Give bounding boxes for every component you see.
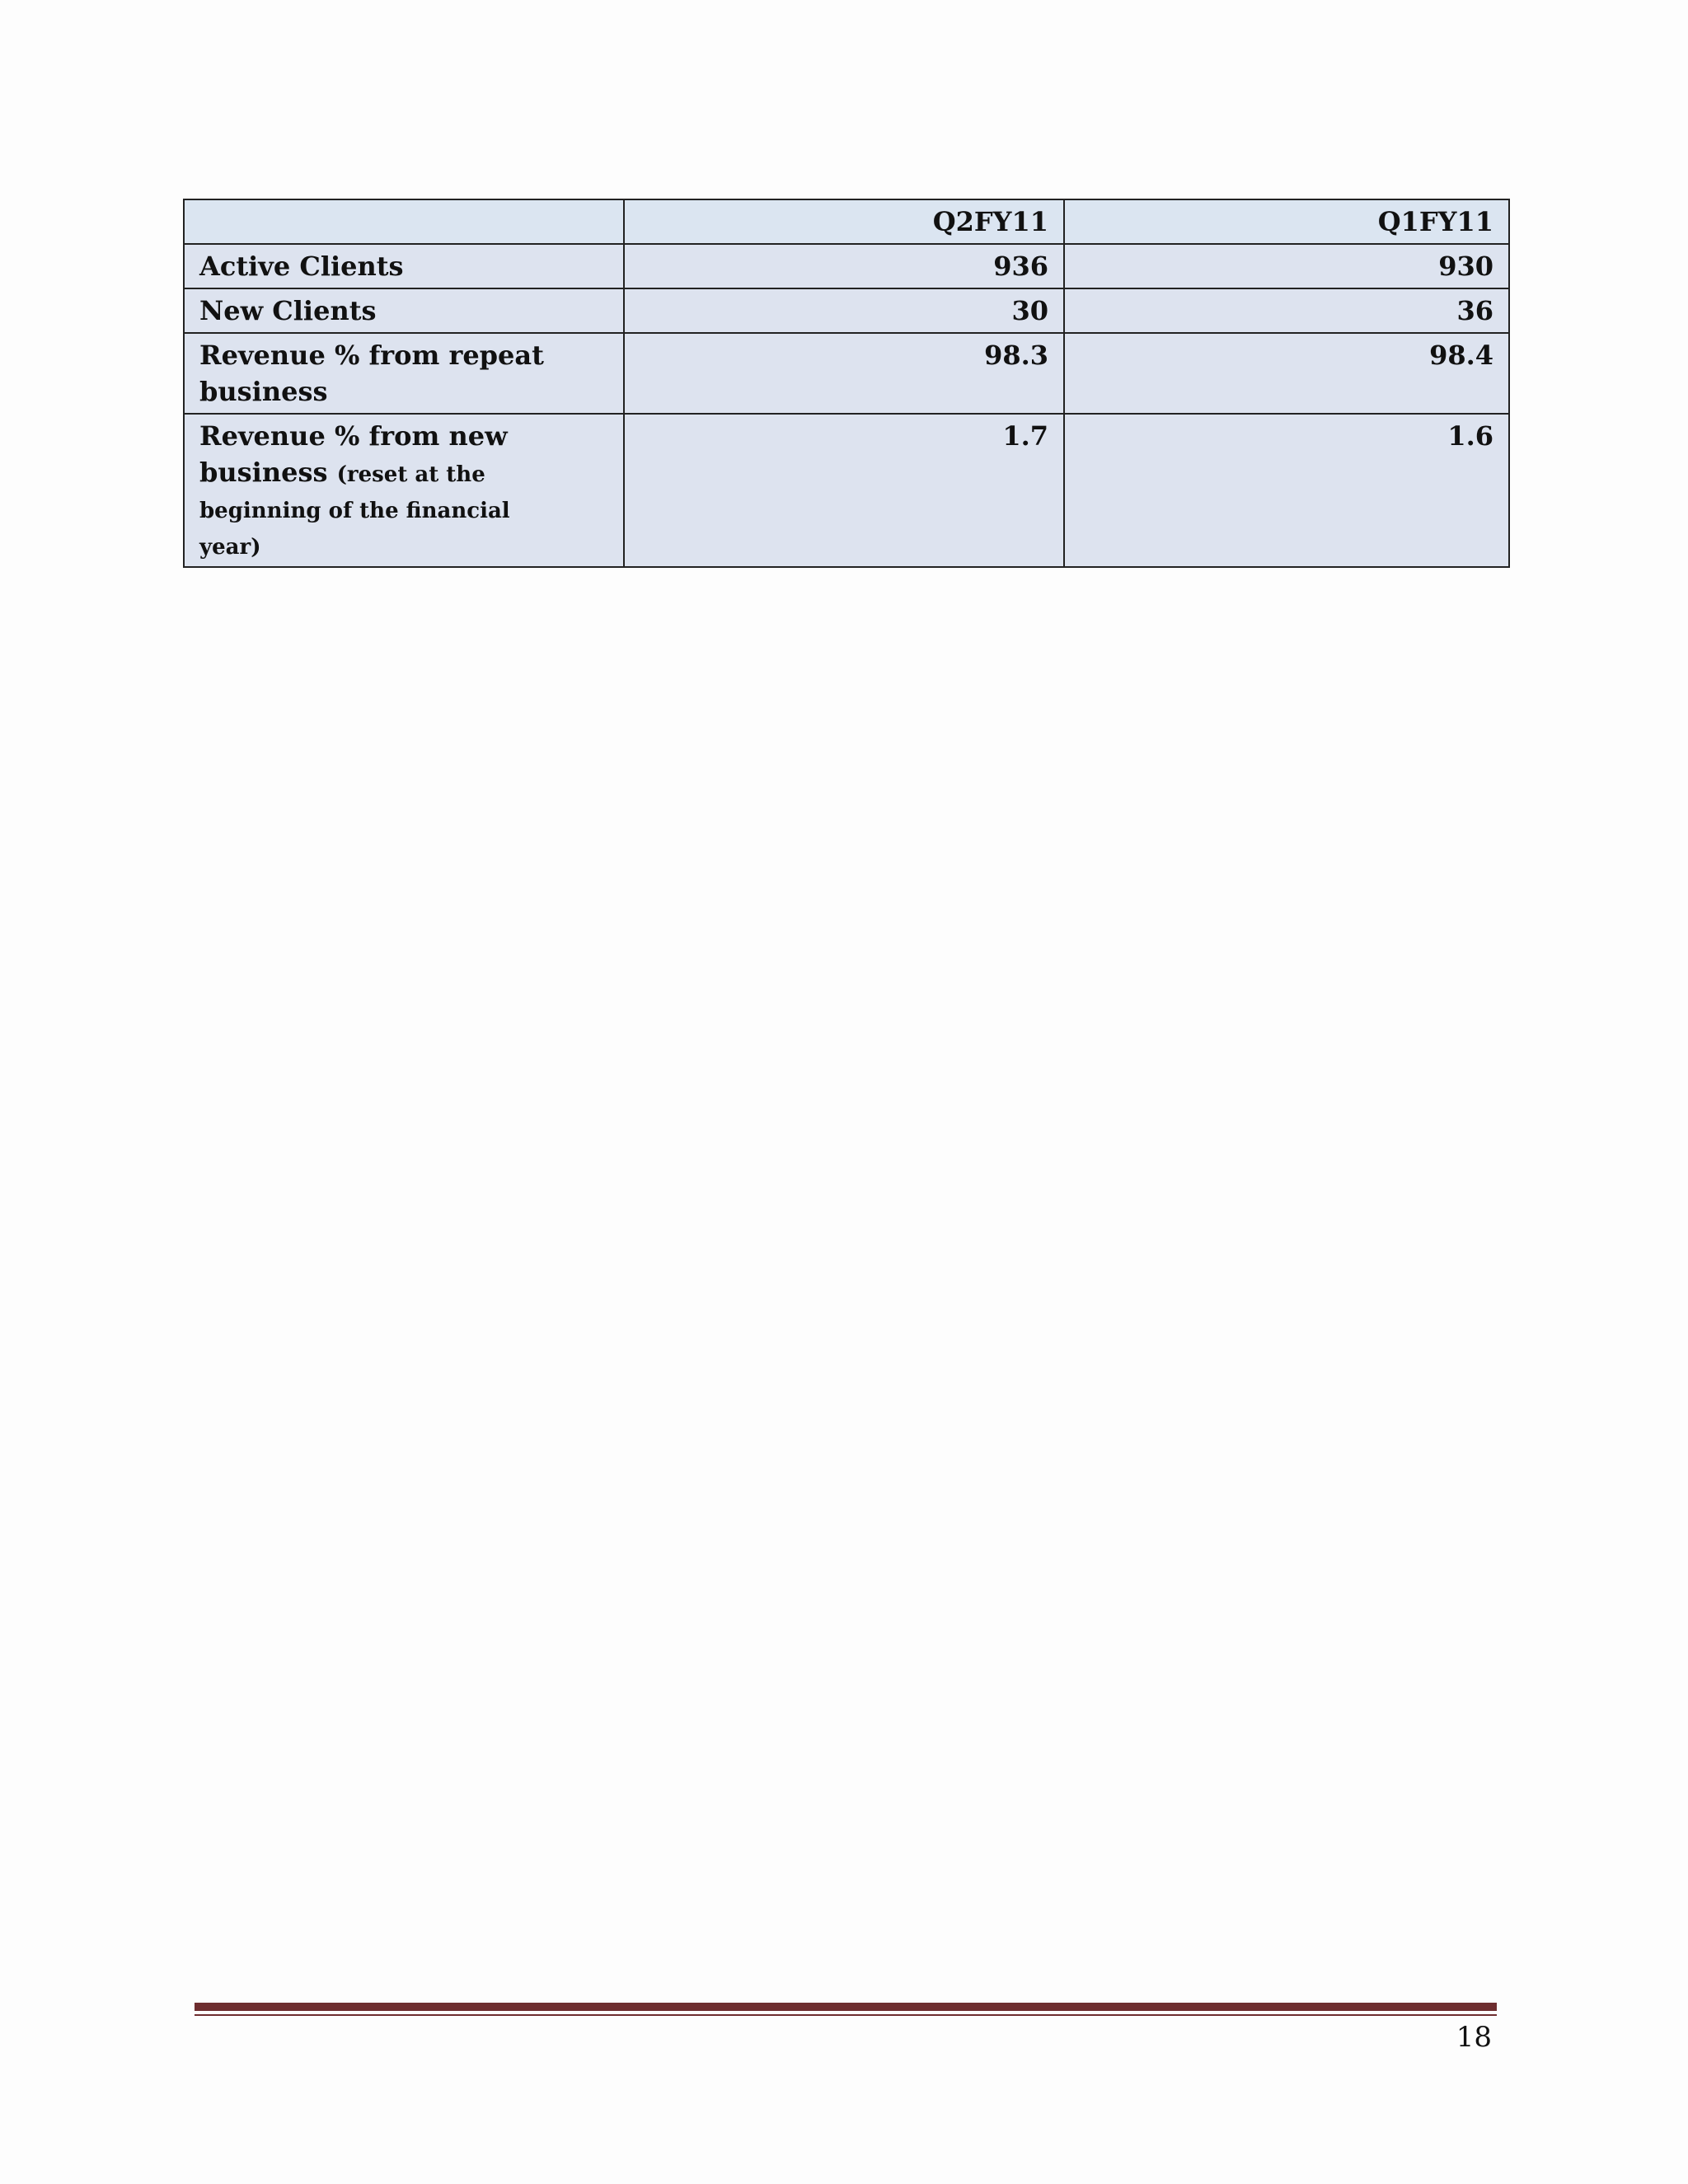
page-number: 18 [1456,2021,1492,2054]
footer-rule [195,2003,1497,2011]
cell-q2fy11: 98.3 [624,333,1064,414]
table-row [184,288,1509,333]
client-metrics-table [183,199,1510,568]
table-row [184,244,1509,288]
header-cell-empty [184,199,624,244]
cell-q1fy11: 930 [1064,244,1509,288]
row-label: New Clients [184,288,624,333]
row-label: Revenue % from new business [199,420,508,488]
cell-q2fy11: 1.7 [624,414,1064,567]
footer-rule-thin [195,2014,1497,2016]
table-row [184,333,1509,414]
cell-q2fy11: 30 [624,288,1064,333]
header-cell-q2fy11: Q2FY11 [624,199,1064,244]
cell-q1fy11: 98.4 [1064,333,1509,414]
row-label: Active Clients [184,244,624,288]
header-cell-q1fy11: Q1FY11 [1064,199,1509,244]
row-note: (reset at the beginning of the financial year) [199,462,510,560]
table-header-row [184,199,1509,244]
row-label: Revenue % from repeat business [184,333,624,414]
row-label-cell [184,414,624,567]
table-row [184,414,1509,567]
cell-q2fy11: 936 [624,244,1064,288]
cell-q1fy11: 36 [1064,288,1509,333]
cell-q1fy11: 1.6 [1064,414,1509,567]
